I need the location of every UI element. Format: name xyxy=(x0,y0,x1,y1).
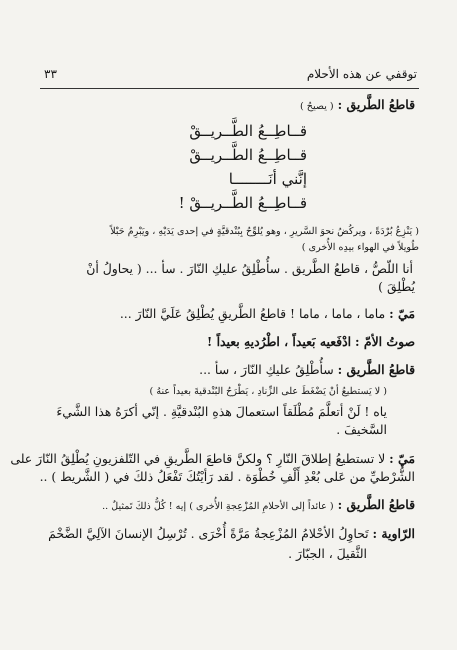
line-9a xyxy=(48,526,415,542)
line-4 xyxy=(207,334,415,350)
dialogue: ماما ، ماما ، ماما ! قاطعُ الطَّريقِ يُطْلِقُ عَلَيَّ النّارَ ... xyxy=(119,306,386,321)
poem-line-4: قــاطِــعُ الطَّــريــقْ ! xyxy=(178,194,307,212)
stage-direction-2: ( لا يَستطيعُ أنْ يَضْغَطَ على الزِّنادِ ، يَطْرَحُ البُنْدقيةَ بعيداً عنهُ ) xyxy=(149,386,387,397)
header-rule xyxy=(40,88,419,89)
speaker-name: قاطعُ الطَّريق : xyxy=(337,362,415,377)
dialogue: لا تستطيعُ إطلاقَ النّارِ ؟ ولكنَّ قاطعَ الطَّريقِ في التّلفزيونِ يُطْلِقُ النّارَ على xyxy=(10,451,386,466)
page-header xyxy=(44,67,417,85)
page-number: ٣٣ xyxy=(44,67,57,81)
line-9b: الثَّقيلَ ، الجبّارَ . xyxy=(288,546,367,561)
line-6b: السَّخيفَ . xyxy=(336,422,387,437)
speaker-name: قاطعُ الطَّريق : xyxy=(337,497,415,512)
line-2b: يُطْلِقَ ) xyxy=(378,279,415,294)
line-5 xyxy=(199,362,415,378)
speaker-name: مَيّ : xyxy=(389,451,415,466)
line-7a xyxy=(10,451,415,467)
dialogue: ( عائداً إلى الأحلامِ المُزْعِجةِ الأُخرى ) إيه ! كُلُّ ذلكَ تَمثيلٌ .. xyxy=(102,501,334,512)
stage-direction: ( يصيحُ ) xyxy=(300,101,334,112)
line-1 xyxy=(300,97,415,115)
dialogue: تَحاوِلُ الأحْلامُ المُزْعِجةُ مَرَّةً أُخْرَى . تُرْسِلُ الإنسانَ الآلِيَّ الضَّخْمَ xyxy=(48,526,369,541)
poem-line-3: إنَّني أنَــــــــا xyxy=(228,170,307,188)
dialogue: سأُطْلِقُ عليكِ النّارَ ، سأ ... xyxy=(199,362,334,377)
speaker-name: مَيّ : xyxy=(389,306,415,321)
stage-direction-1b: طُويلاً في الهواء بيدِه الأُخرى ) xyxy=(301,242,419,253)
line-3 xyxy=(120,306,415,322)
speaker-name: الرّاوية : xyxy=(372,526,415,541)
stage-direction-1a: ( يَنْزِعُ بُرْدَةً ، ويركُضُ نحوَ السَّريرِ ، وهو يُلوِّحُ بِبُنْدقيَّةٍ في إحدى يَدَيْهِ ، ويَبْرِمُ حَبْلاً xyxy=(110,226,419,237)
running-title: توقفي عن هذه الأحلام xyxy=(306,67,417,81)
line-7b: الشُّرْطيِّ من عَلى بُعْدِ أَلْفِ خُطْوَة . لقد رَأيْتُكَ تَفْعَلُ ذلكَ في ( الشَّريط ) .. xyxy=(39,469,415,484)
poem-line-1: قــاطِــعُ الطَّــريــقْ xyxy=(189,122,307,140)
speaker-name: قاطعُ الطَّريق : xyxy=(337,97,415,112)
speaker-name: صوتُ الأمّ : xyxy=(355,334,415,349)
line-8 xyxy=(102,497,415,515)
line-6a: ياه ! لَنْ أتعلَّمَ مُطْلَقاً استعمالَ هذهِ البُنْدقيَّةِ . إنّي أكرَهُ هذا الشَّيءَ xyxy=(56,404,387,419)
line-2a: أنا اللّصُّ ، قاطعُ الطَّريق . سأُطْلِقُ عليكِ النّارَ . سأ ... ( يحاولُ أنْ xyxy=(86,261,413,276)
dialogue: ادْفَعيه بَعيداً ، اطْرُديهِ بعيداً ! xyxy=(206,334,352,349)
poem-line-2: قــاطِــعُ الطَّــريــقْ xyxy=(189,146,307,164)
